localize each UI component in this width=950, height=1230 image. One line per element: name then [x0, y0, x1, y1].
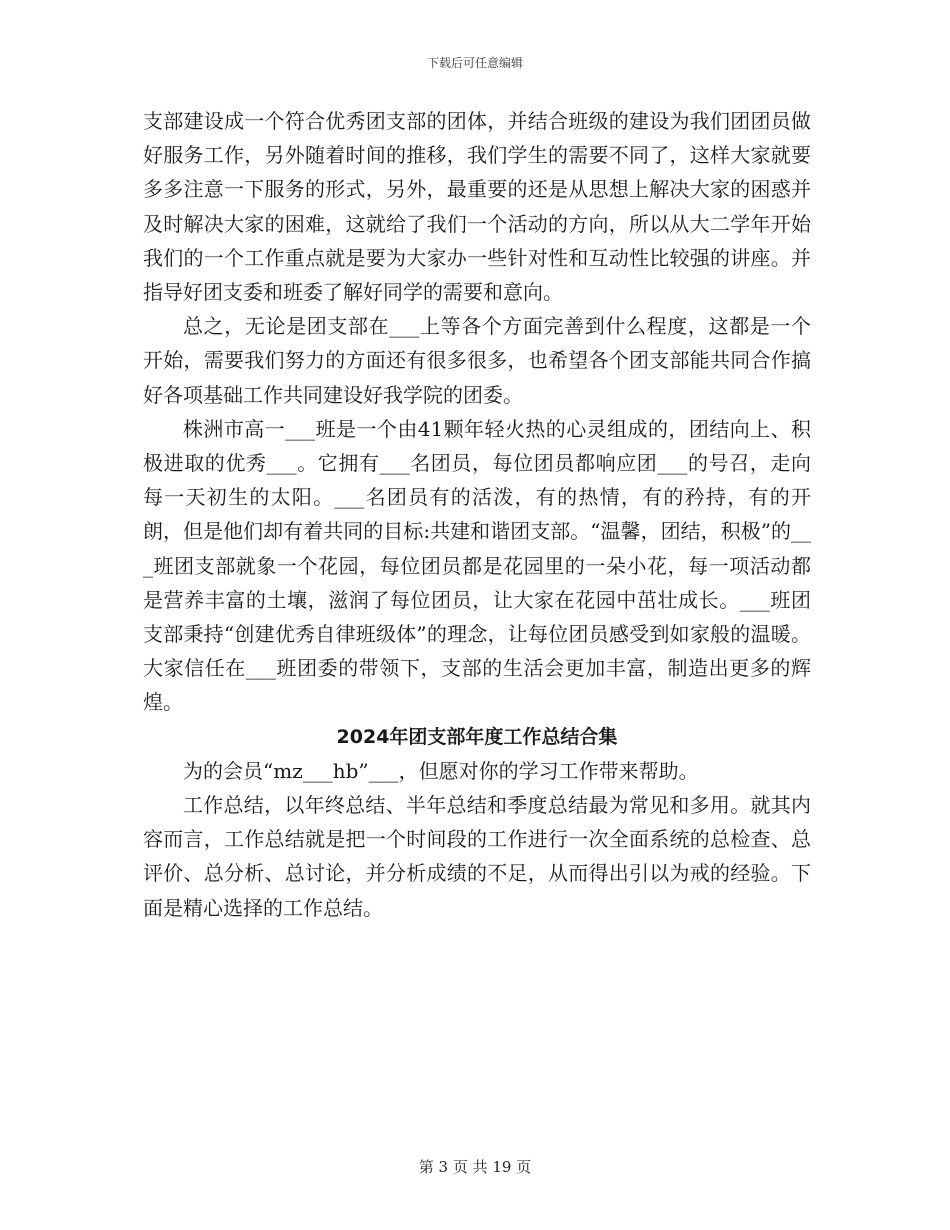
paragraph-2: 总之，无论是团支部在___上等各个方面完善到什么程度，这都是一个开始，需要我们努力的方面还有很多很多，也希望各个团支部能共同合作搞好各项基础工作共同建设好我学院的团委。 [143, 314, 811, 407]
document-body [143, 104, 811, 925]
section-title: 2024年团支部年度工作总结合集 [336, 725, 618, 748]
header-note: 下载后可任意编辑 [426, 56, 523, 70]
paragraph-1: 支部建设成一个符合优秀团支部的团体，并结合班级的建设为我们团团员做好服务工作，另外随着时间的推移，我们学生的需要不同了，这样大家就要多多注意一下服务的形式，另外，最重要的还是从思想上解决大家的困惑并及时解决大家的困难，这就给了我们一个活动的方向，所以从大二学年开始我们的一个工作重点就是要为大家办一些针对性和互动性比较强的讲座。并指导好团支委和班委了解好同学的需要和意向。 [143, 109, 811, 305]
paragraph-3: 株洲市高一___班是一个由41颗年轻火热的心灵组成的，团结向上、积极进取的优秀___。它拥有___名团员，每位团员都响应团___的号召，走向每一天初生的太阳。___名团员有的活泼，有的热情，有的矜持，有的开朗，但是他们却有着共同的目标:共建和谐团支部。“温馨，团结，积极”的___班团支部就象一个花园，每位团员都是花园里的一朵小花，每一项活动都是营养丰富的土壤，滋润了每位团员，让大家在花园中茁壮成长。___班团支部秉持“创建优秀自律班级体”的理念，让每位团员感受到如家般的温暖。大家信任在___班团委的带领下，支部的生活会更加丰富，制造出更多的辉煌。 [143, 416, 811, 715]
page-number: 第 3 页 共 19 页 [418, 1158, 532, 1176]
paragraph-5: 工作总结，以年终总结、半年总结和季度总结最为常见和多用。就其内容而言，工作总结就是把一个时间段的工作进行一次全面系统的总检查、总评价、总分析、总讨论，并分析成绩的不足，从而得出引以为戒的经验。下面是精心选择的工作总结。 [143, 793, 811, 920]
paragraph-4: 为的会员“mz___hb”___，但愿对你的学习工作带来帮助。 [183, 758, 699, 783]
